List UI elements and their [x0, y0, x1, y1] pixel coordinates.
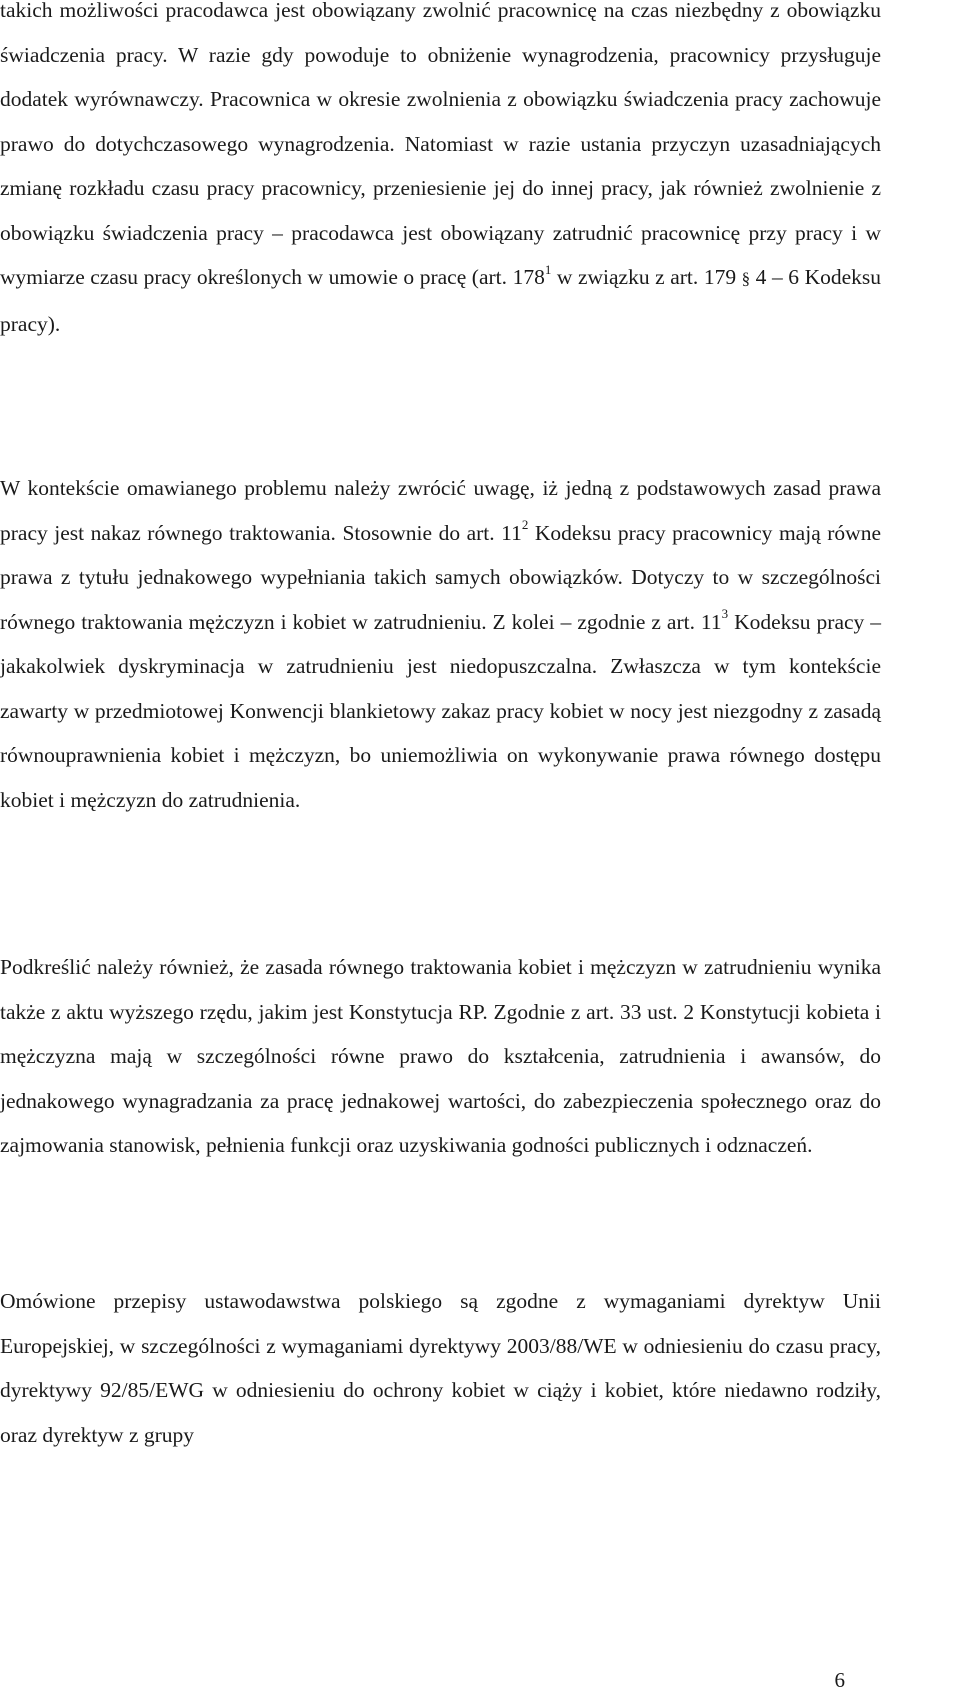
- p3-text: Podkreślić należy również, że zasada równego traktowania kobiet i mężczyzn w zatrudnieniu wynika także z aktu wyższego rzędu, jakim jest Konstytucja RP. Zgodnie z art. 33 ust. 2 Konstytucji kobieta i mężczyzna mają w szczególności równe prawo do kształcenia, zatrudnienia i awansów, do jednakowego wynagradzania za pracę jednakowej wartości, do zabezpieczenia społecznego oraz do zajmowania stanowisk, pełnienia funkcji oraz uzyskiwania godności publicznych i odznaczeń.: [0, 955, 881, 1157]
- page-number: 6: [834, 1668, 845, 1692]
- p4-text: Omówione przepisy ustawodawstwa polskiego są zgodne z wymaganiami dyrektyw Unii Europejskiej, w szczególności z wymaganiami dyrektywy 2003/88/WE w odniesieniu do czasu pracy, dyrektywy 92/85/EWG w odniesieniu do ochrony kobiet w ciąży i kobiet, które niedawno rodziły, oraz dyrektyw z grupy: [0, 1289, 881, 1447]
- p1-text-b: w związku z art. 179: [551, 265, 742, 289]
- paragraph-4: [0, 1279, 881, 1457]
- p1-text-a: takich możliwości pracodawca jest obowiązany zwolnić pracownicę na czas niezbędny z obowiązku świadczenia pracy. W razie gdy powoduje to obniżenie wynagrodzenia, pracownicy przysługuje dodatek wyrównawczy. Pracownica w okresie zwolnienia z obowiązku świadczenia pracy zachowuje prawo do dotychczasowego wynagrodzenia. Natomiast w razie ustania przyczyn uzasadniających zmianę rozkładu czasu pracy pracownicy, przeniesienie jej do innej pracy, jak również zwolnienie z obowiązku świadczenia pracy – pracodawca jest obowiązany zatrudnić pracownicę przy pracy i w wymiarze czasu pracy określonych w umowie o pracę (art. 178: [0, 0, 881, 289]
- p2-text-c: Kodeksu pracy – jakakolwiek dyskryminacja w zatrudnieniu jest niedopuszczalna. Zwłaszcza w tym kontekście zawarty w przedmiotowej Konwencji blankietowy zakaz pracy kobiet w nocy jest niezgodny z zasadą równouprawnienia kobiet i mężczyzn, bo uniemożliwia on wykonywanie prawa równego dostępu kobiet i mężczyzn do zatrudnienia.: [0, 609, 881, 812]
- section-sign: §: [741, 269, 751, 288]
- paragraph-1: [0, 0, 881, 346]
- p1-text-c: 4 – 6 Kodeksu pracy).: [0, 265, 882, 336]
- paragraph-2: [0, 466, 881, 822]
- p2-sup-3: 3: [721, 606, 729, 622]
- paragraph-3: [0, 945, 881, 1168]
- p2-text-b: Kodeksu pracy pracownicy mają równe prawa z tytułu jednakowego wypełniania takich samych obowiązków. Dotyczy to w szczególności równego traktowania mężczyzn i kobiet w zatrudnieniu. Z kolei – zgodnie z art. 11: [0, 520, 881, 634]
- p2-text-a: W kontekście omawianego problemu należy zwrócić uwagę, iż jedną z podstawowych zasad prawa pracy jest nakaz równego traktowania. Stosownie do art. 11: [0, 476, 881, 545]
- p2-sup-2: 2: [521, 517, 529, 533]
- p1-sup-1: 1: [544, 261, 552, 277]
